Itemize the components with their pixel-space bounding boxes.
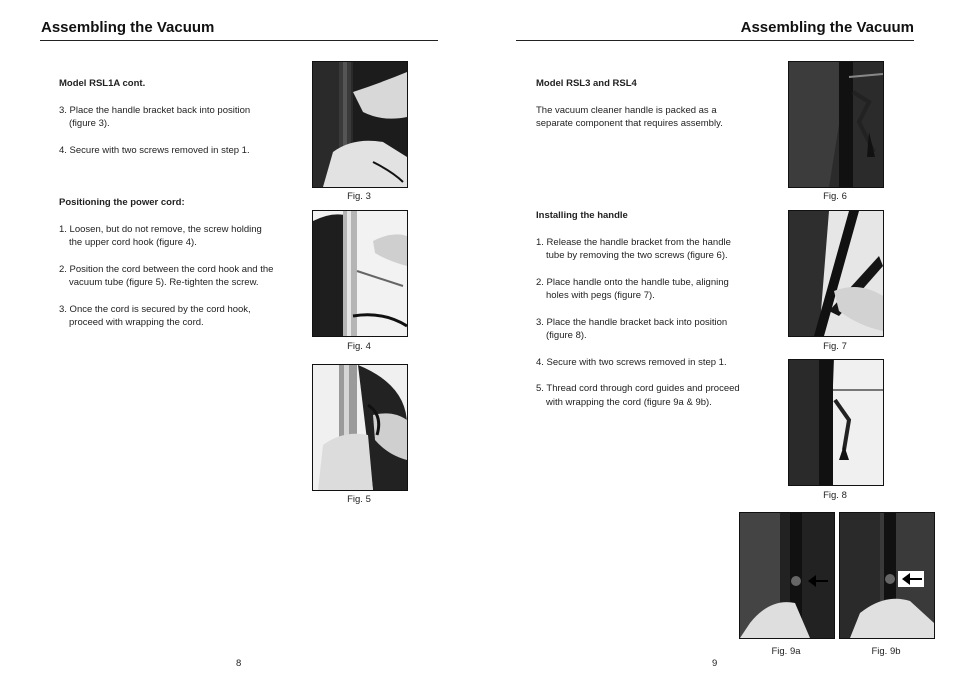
intro-paragraph: The vacuum cleaner handle is packed as a separate component that requires assembly. <box>536 104 723 129</box>
figure-5-caption: Fig. 5 <box>347 494 371 505</box>
figure-9a-caption: Fig. 9a <box>771 646 801 657</box>
installing-handle-heading: Installing the handle <box>536 210 628 221</box>
right-install-block <box>536 209 751 422</box>
left-page-title: Assembling the Vacuum <box>41 19 215 36</box>
left-page-number: 8 <box>236 658 242 669</box>
left-title-rule <box>40 40 438 41</box>
right-title-rule <box>516 40 914 41</box>
install-step-1: 1. Release the handle bracket from the handle tube by removing the two screws (figure 6). <box>536 236 731 261</box>
figure-4-caption: Fig. 4 <box>347 341 371 352</box>
figure-3-caption: Fig. 3 <box>347 191 371 202</box>
model-rsl1a-heading: Model RSL1A cont. <box>59 78 146 89</box>
right-intro-block <box>536 77 751 144</box>
cord-step-3: 3. Once the cord is secured by the cord hook, proceed with wrapping the cord. <box>59 303 251 328</box>
left-step-4: 4. Secure with two screws removed in step 1. <box>59 144 250 156</box>
power-cord-heading: Positioning the power cord: <box>59 197 185 208</box>
right-page-number: 9 <box>712 658 718 669</box>
install-step-4: 4. Secure with two screws removed in step 1. <box>536 356 727 368</box>
figure-6-caption: Fig. 6 <box>823 191 847 202</box>
install-step-5: 5. Thread cord through cord guides and proceed with wrapping the cord (figure 9a & 9b). <box>536 383 740 408</box>
left-step-3: 3. Place the handle bracket back into position (figure 3). <box>59 104 251 129</box>
cord-step-1: 1. Loosen, but do not remove, the screw holding the upper cord hook (figure 4). <box>59 223 262 248</box>
figure-9b-photo <box>839 512 935 639</box>
cord-step-2: 2. Position the cord between the cord hook and the vacuum tube (figure 5). Re-tighten the screw. <box>59 263 274 288</box>
figure-8-photo <box>788 359 884 486</box>
figure-8-caption: Fig. 8 <box>823 490 847 501</box>
right-page-title: Assembling the Vacuum <box>740 19 914 36</box>
model-rsl3-rsl4-heading: Model RSL3 and RSL4 <box>536 78 637 89</box>
figure-9b-caption: Fig. 9b <box>871 646 901 657</box>
figure-5-photo <box>312 364 408 491</box>
install-step-2: 2. Place handle onto the handle tube, aligning holes with pegs (figure 7). <box>536 276 729 301</box>
figure-9a-photo <box>739 512 835 639</box>
figure-3-photo <box>312 61 408 188</box>
figure-6-photo <box>788 61 884 188</box>
install-step-3: 3. Place the handle bracket back into position (figure 8). <box>536 316 728 341</box>
left-text-block <box>59 77 274 170</box>
figure-7-photo <box>788 210 884 337</box>
figure-7-caption: Fig. 7 <box>823 341 847 352</box>
figure-4-photo <box>312 210 408 337</box>
cord-text-block <box>59 196 274 343</box>
